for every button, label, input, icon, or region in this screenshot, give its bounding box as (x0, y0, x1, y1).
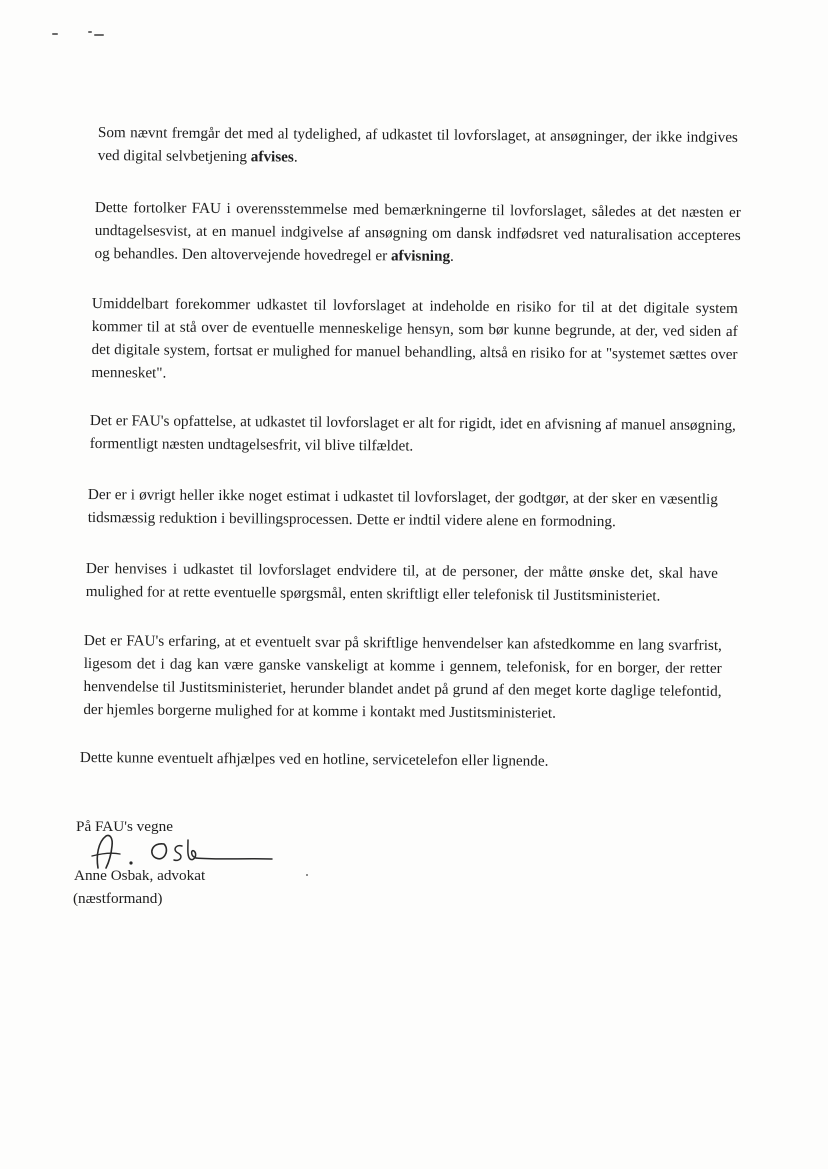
scan-speck (88, 31, 92, 33)
paragraph-text: Umiddelbart forekommer udkastet til lovforslaget at indeholde en risiko for til at det digitale system kommer til at stå over de eventuelle menneskelige hensyn, som bør kunne begrunde, at der, ved siden af det digitale system, fortsat er mulighed for manuel behandling, altså en risiko for at "systemet sættes over mennesket". (91, 294, 738, 382)
paragraph-8 (80, 746, 720, 774)
paragraph-text: Der er i øvrigt heller ikke noget estimat i udkastet til lovforslaget, der godtgør, at der sker en væsentlig tidsmæssig reduktion i bevillingsprocessen. Dette er indtil videre alene en formodning. (87, 485, 718, 531)
closing-on-behalf: På FAU's vegne (76, 818, 173, 835)
paragraph-text: Det er FAU's erfaring, at et eventuelt svar på skriftlige henvendelser kan afstedkomme en lang svarfrist, ligesom det i dag kan være ganske vanskeligt at komme i gennem, telefonisk, for en borger, der retter henvendelse til Justitsministeriet, herunder blandet andet på grund af den meget korte daglige telefontid, der hjemles borgerne mulighed for at komme i kontakt med Justitsministeriet. (83, 631, 722, 722)
paragraph-bold: afvises (250, 148, 294, 166)
paragraph-2 (94, 196, 741, 270)
paragraph-text: Dette fortolker FAU i overensstemmelse med bemærkningerne til lovforslaget, således at det næsten er undtagelsesvist, at en manuel indgivelse af ansøgning om dansk indfødsret ved naturalisation accepteres og behandles. Den altovervejende hovedregel er (94, 198, 741, 265)
paragraph-text: Det er FAU's opfattelse, at udkastet til lovforslaget er alt for rigidt, idet en afvisning af manuel ansøgning, formentligt næsten undtagelsesfrit, vil blive tilfældet. (89, 411, 736, 455)
scan-speck (94, 34, 104, 36)
paragraph-text: Som nævnt fremgår det med al tydelighed, af udkastet til lovforslaget, at ansøgninger, der ikke indgives ved digital selvbetjening (97, 123, 738, 166)
paragraph-text: . (293, 148, 298, 166)
paragraph-3 (91, 292, 738, 389)
closing-title: (næstformand) (73, 890, 163, 907)
paragraph-text: . (450, 247, 454, 265)
closing-signer: Anne Osbak, advokat (74, 867, 206, 884)
paragraph-1 (98, 121, 738, 172)
scan-speck (306, 874, 308, 876)
paragraph-7 (83, 629, 722, 726)
paragraph-text: Dette kunne eventuelt afhjælpes ved en hotline, servicetelefon eller lignende. (79, 748, 549, 770)
paragraph-6 (86, 557, 718, 608)
paragraph-text: Der henvises i udkastet til lovforslaget endvidere til, at de personer, der måtte ønske det, skal have mulighed for at rette eventuelle spørgsmål, enten skriftligt eller telefonisk til Justitsministeriet. (85, 559, 718, 605)
paragraph-bold: afvisning (390, 247, 451, 265)
scan-speck (52, 33, 58, 35)
paragraph-5 (88, 483, 718, 534)
paragraph-4 (90, 409, 736, 460)
